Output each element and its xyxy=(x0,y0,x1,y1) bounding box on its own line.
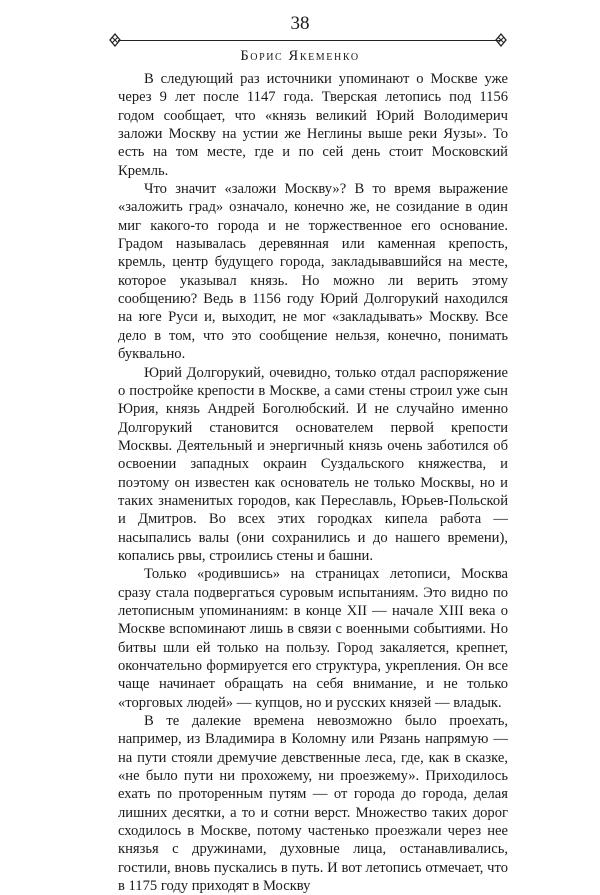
paragraph: Что значит «заложи Москву»? В то время выражение «заложить град» означало, конечно же, не созидание в один миг какого-то города и не торжественное его основание. Градом называлась деревянная или каменная крепость, кремль, центр будущего города, закладывавшийся на месте, которое указывал князь. Но можно ли верить этому сообщению? Ведь в 1156 году Юрий Долгорукий находился на юге Руси и, выходит, не мог «закладывать» Москву. Все дело в том, что это сообщение нельзя, конечно, понимать буквально. xyxy=(118,181,508,363)
running-head-author: Борис Якеменко xyxy=(240,48,360,64)
paragraph: Только «родившись» на страницах летописи, Москва сразу стала подвергаться суровым испытаниям. Это видно по летописным упоминаниям: в конце XII — начале XIII века о Москве вспоминают лишь в связи с военными событиями. Но битвы шли ей только на пользу. Город закаляется, крепнет, окончательно формируется его структура, укрепления. Он все чаще начинает обращать на себя внимание, и не только «торговых людей» — купцов, но и русских князей — владык. xyxy=(118,566,508,711)
body-text xyxy=(118,70,508,895)
right-ornament-icon xyxy=(494,33,508,47)
paragraph: В следующий раз источники упоминают о Москве уже через 9 лет после 1147 года. Тверская летопись под 1156 годом сообщает, что «князь великий Юрий Володимерич заложи Москву на устии же Неглины выше реки Яузы». То есть на том месте, где и по сей день стоит Московский Кремль. xyxy=(118,71,508,179)
page-number: 38 xyxy=(290,13,310,34)
paragraph: В те далекие времена невозможно было проехать, например, из Владимира в Коломну или Рязань напрямую — на пути стояли дремучие девственные леса, где, как в сказке, «не было пути ни прохожему, ни проезжему». Приходилось ехать по проторенным путям — от города до города, делая лишних десятки, а то и сотни верст. Множество таких дорог сходилось в Москве, потому частенько проезжали через нее князья с дружинами, духовные лица, останавливались, гостили, вновь пускались в путь. И вот летопись отмечает, что в 1175 году приходят в Москву xyxy=(118,713,508,895)
paragraph: Юрий Долгорукий, очевидно, только отдал распоряжение о постройке крепости в Москве, а сами стены строил уже сын Юрия, князь Андрей Боголюбский. И не случайно именно Долгорукий становится основателем первой крепости Москвы. Деятельный и энергичный князь очень заботился об освоении западных окраин Суздальского княжества, и поэтому он известен как основатель не только Москвы, но и таких знаменитых городов, как Переславль, Юрьев-Польской и Дмитров. Во всех этих городках кипела работа — насыпались валы (они сохранились и до нашего времени), копались рвы, строились стены и башни. xyxy=(118,364,508,564)
header-rule xyxy=(118,40,500,41)
